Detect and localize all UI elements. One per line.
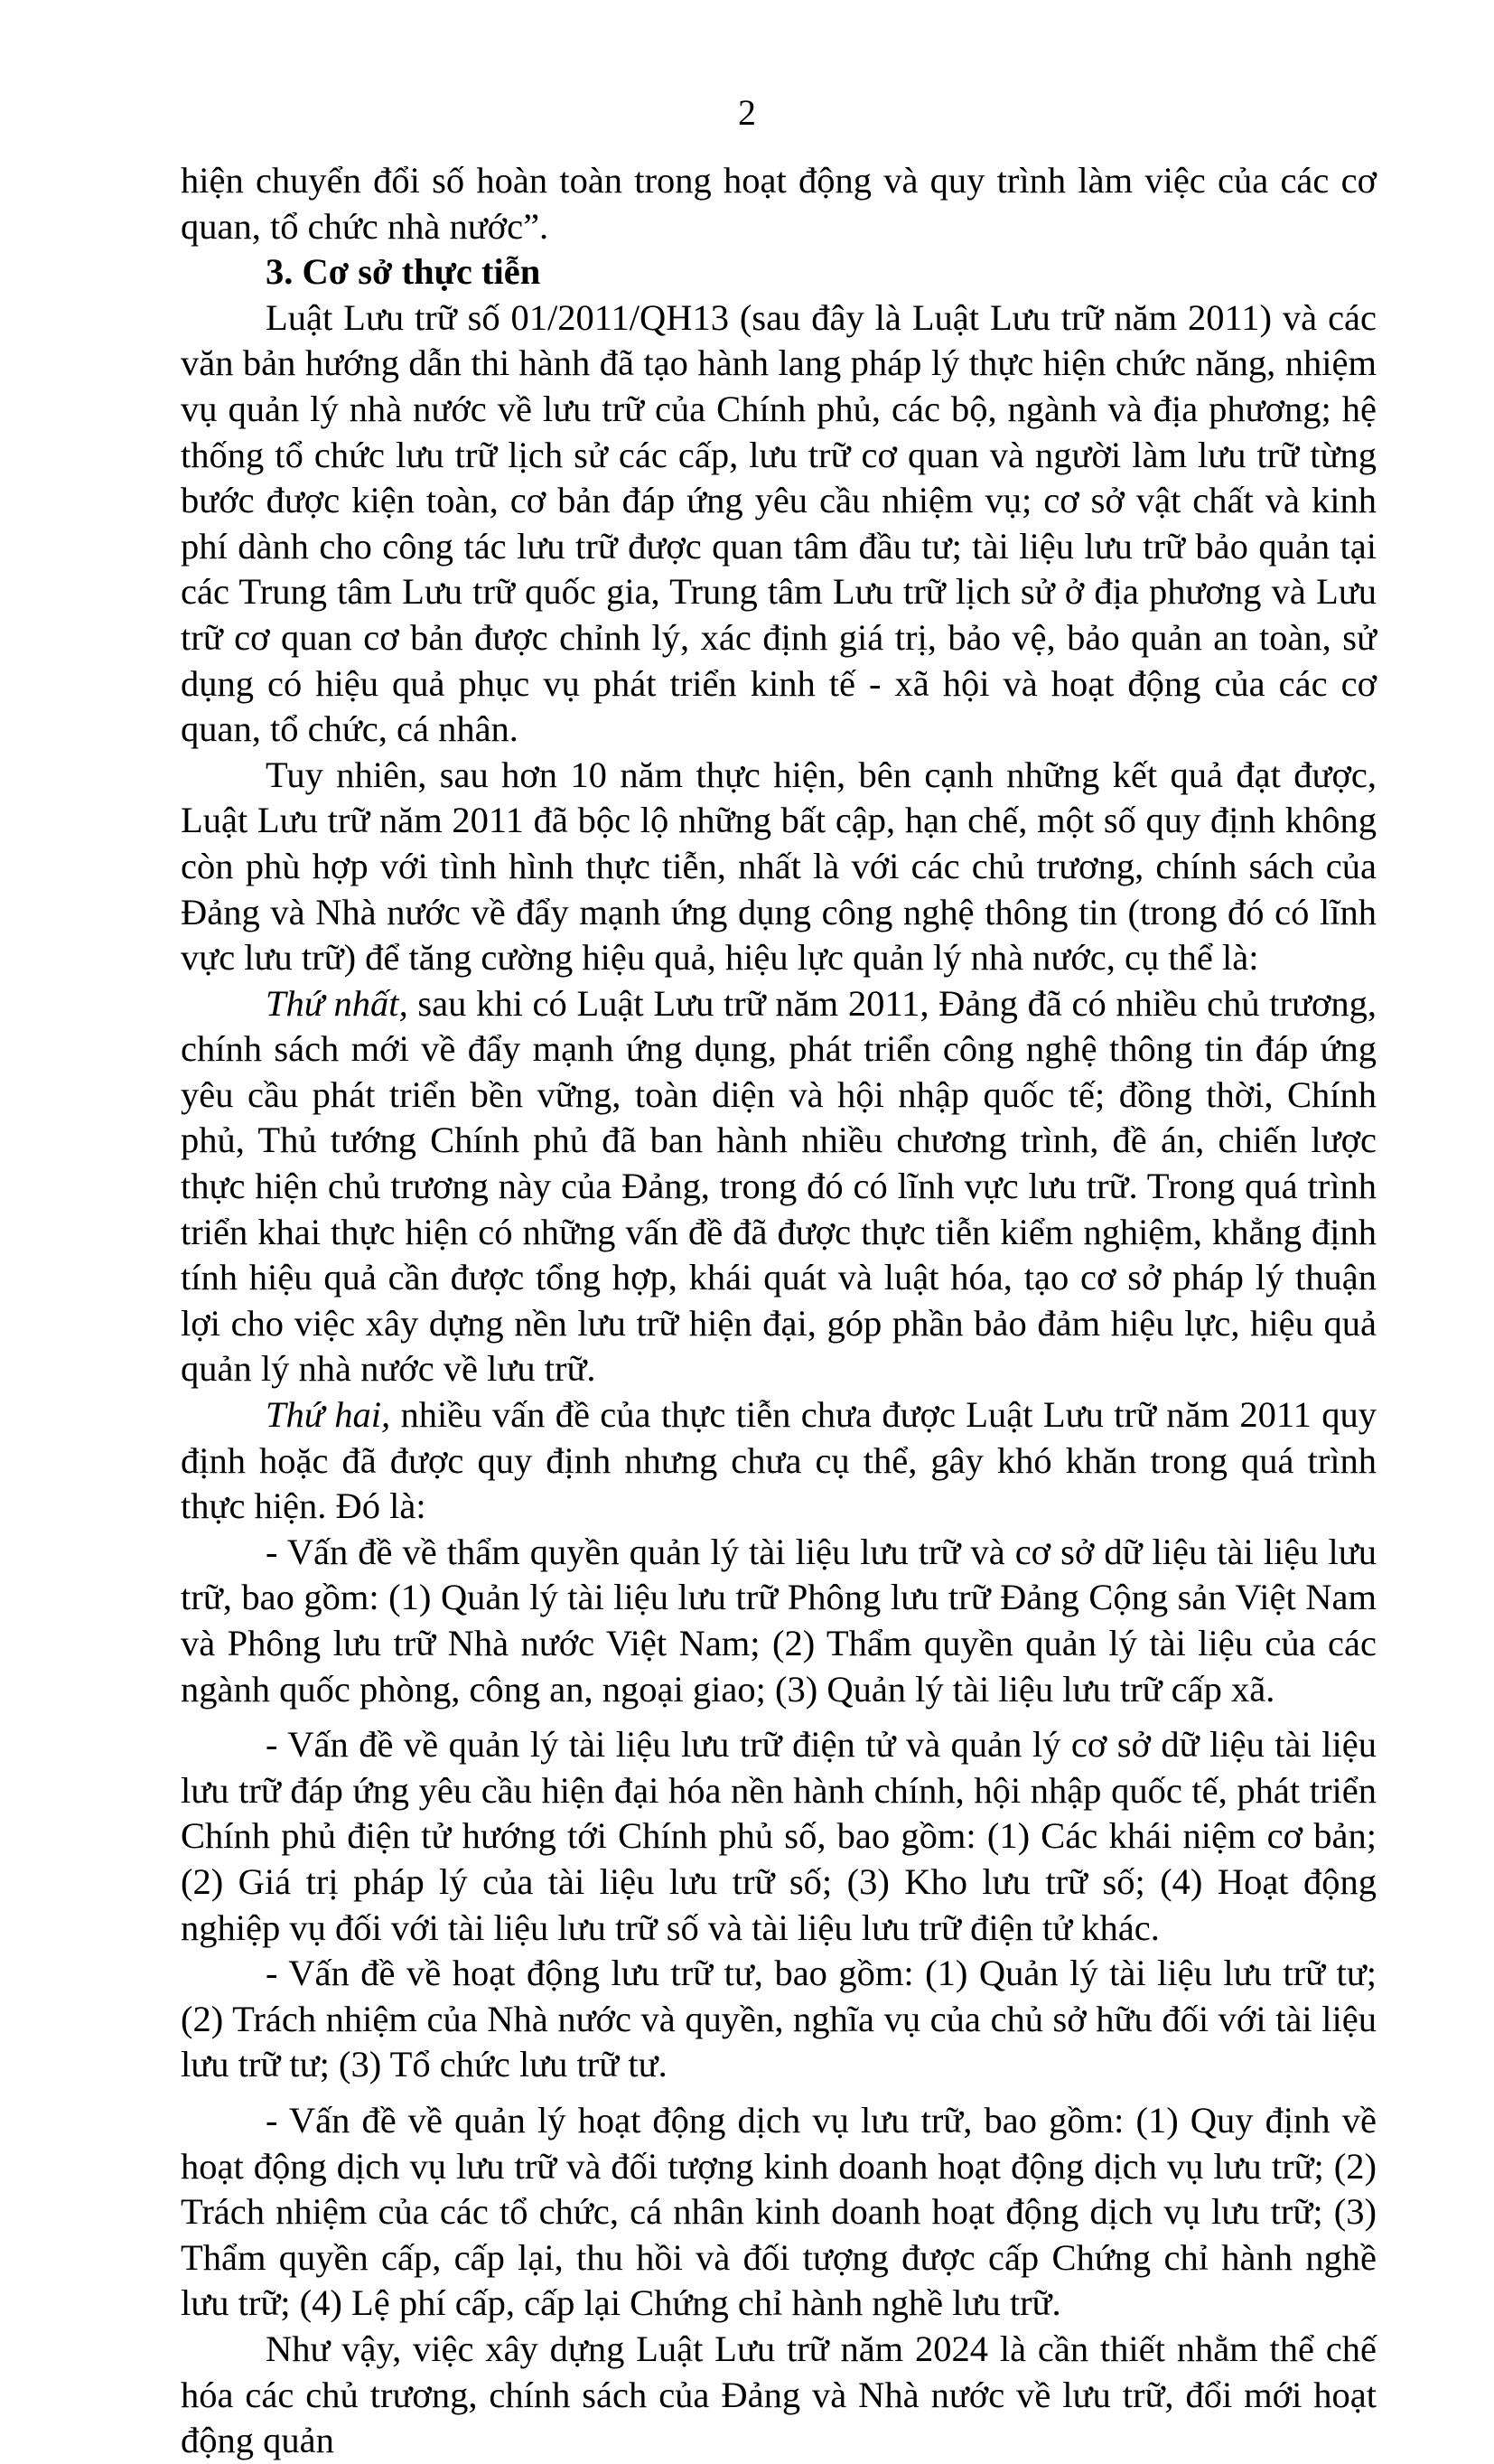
list-item-electronic-archives: - Vấn đề về quản lý tài liệu lưu trữ điện tử và quản lý cơ sở dữ liệu tài liệu lưu trữ đáp ứng yêu cầu hiện đại hóa nền hành chính, hội nhập quốc tế, phát triển Chính phủ điện tử hướng tới Chính phủ số, bao gồm: (1) Các khái niệm cơ bản; (2) Giá trị pháp lý của tài liệu lưu trữ số; (3) Kho lưu trữ số; (4) Hoạt động nghiệp vụ đối với tài liệu lưu trữ số và tài liệu lưu trữ điện tử khác. (181, 1724, 1377, 1948)
list-item-authority: - Vấn đề về thẩm quyền quản lý tài liệu lưu trữ và cơ sở dữ liệu tài liệu lưu trữ, bao gồm: (1) Quản lý tài liệu lưu trữ Phông lưu trữ Đảng Cộng sản Việt Nam và Phông lưu trữ Nhà nước Việt Nam; (2) Thẩm quyền quản lý tài liệu của các ngành quốc phòng, công an, ngoại giao; (3) Quản lý tài liệu lưu trữ cấp xã. (181, 1531, 1377, 1710)
paragraph-conclusion: Như vậy, việc xây dựng Luật Lưu trữ năm 2024 là cần thiết nhằm thể chế hóa các chủ trương, chính sách của Đảng và Nhà nước về lưu trữ, đổi mới hoạt động quản (181, 2328, 1377, 2461)
second-point-text: nhiều vấn đề của thực tiễn chưa được Luật Lưu trữ năm 2011 quy định hoặc đã được quy định nhưng chưa cụ thể, gây khó khăn trong quá trình thực hiện. Đó là: (181, 1394, 1377, 1527)
page-number: 2 (738, 92, 756, 133)
first-point-text: sau khi có Luật Lưu trữ năm 2011, Đảng đã có nhiều chủ trương, chính sách mới về đẩy mạnh ứng dụng, phát triển công nghệ thông tin đáp ứng yêu cầu phát triển bền vững, toàn diện và hội nhập quốc tế; đồng thời, Chính phủ, Thủ tướng Chính phủ đã ban hành nhiều chương trình, đề án, chiến lược thực hiện chủ trương này của Đảng, trong đó có lĩnh vực lưu trữ. Trong quá trình triển khai thực hiện có những vấn đề đã được thực tiễn kiểm nghiệm, khẳng định tính hiệu quả cần được tổng hợp, khái quát và luật hóa, tạo cơ sở pháp lý thuận lợi cho việc xây dựng nền lưu trữ hiện đại, góp phần bảo đảm hiệu lực, hiệu quả quản lý nhà nước về lưu trữ. (181, 982, 1377, 1390)
first-point-lead: Thứ nhất, (266, 982, 408, 1024)
list-item-private-archives: - Vấn đề về hoạt động lưu trữ tư, bao gồm: (1) Quản lý tài liệu lưu trữ tư; (2) Trách nhiệm của Nhà nước và quyền, nghĩa vụ của chủ sở hữu đối với tài liệu lưu trữ tư; (3) Tổ chức lưu trữ tư. (181, 1953, 1377, 2085)
document-body (181, 158, 1377, 2464)
second-point-lead: Thứ hai, (266, 1394, 391, 1436)
paragraph-limitations: Tuy nhiên, sau hơn 10 năm thực hiện, bên cạnh những kết quả đạt được, Luật Lưu trữ năm 2011 đã bộc lộ những bất cập, hạn chế, một số quy định không còn phù hợp với tình hình thực tiễn, nhất là với các chủ trương, chính sách của Đảng và Nhà nước về đẩy mạnh ứng dụng công nghệ thông tin (trong đó có lĩnh vực lưu trữ) để tăng cường hiệu quả, hiệu lực quản lý nhà nước, cụ thể là: (181, 754, 1377, 979)
paragraph-continuation: hiện chuyển đổi số hoàn toàn trong hoạt động và quy trình làm việc của các cơ quan, tổ chức nhà nước”. (181, 160, 1377, 247)
paragraph-second-point (181, 1392, 1377, 1530)
list-item-archive-services: - Vấn đề về quản lý hoạt động dịch vụ lưu trữ, bao gồm: (1) Quy định về hoạt động dịch vụ lưu trữ và đối tượng kinh doanh hoạt động dịch vụ lưu trữ; (2) Trách nhiệm của các tổ chức, cá nhân kinh doanh hoạt động dịch vụ lưu trữ; (3) Thẩm quyền cấp, cấp lại, thu hồi và đối tượng được cấp Chứng chỉ hành nghề lưu trữ; (4) Lệ phí cấp, cấp lại Chứng chỉ hành nghề lưu trữ. (181, 2099, 1377, 2324)
paragraph-legal-basis: Luật Lưu trữ số 01/2011/QH13 (sau đây là Luật Lưu trữ năm 2011) và các văn bản hướng dẫn thi hành đã tạo hành lang pháp lý thực hiện chức năng, nhiệm vụ quản lý nhà nước về lưu trữ của Chính phủ, các bộ, ngành và địa phương; hệ thống tổ chức lưu trữ lịch sử các cấp, lưu trữ cơ quan và người làm lưu trữ từng bước được kiện toàn, cơ bản đáp ứng yêu cầu nhiệm vụ; cơ sở vật chất và kinh phí dành cho công tác lưu trữ được quan tâm đầu tư; tài liệu lưu trữ bảo quản tại các Trung tâm Lưu trữ quốc gia, Trung tâm Lưu trữ lịch sử ở địa phương và Lưu trữ cơ quan cơ bản được chỉnh lý, xác định giá trị, bảo vệ, bảo quản an toàn, sử dụng có hiệu quả phục vụ phát triển kinh tế - xã hội và hoạt động của các cơ quan, tổ chức, cá nhân. (181, 296, 1377, 750)
paragraph-first-point (181, 981, 1377, 1392)
section-heading: 3. Cơ sở thực tiễn (266, 251, 541, 293)
